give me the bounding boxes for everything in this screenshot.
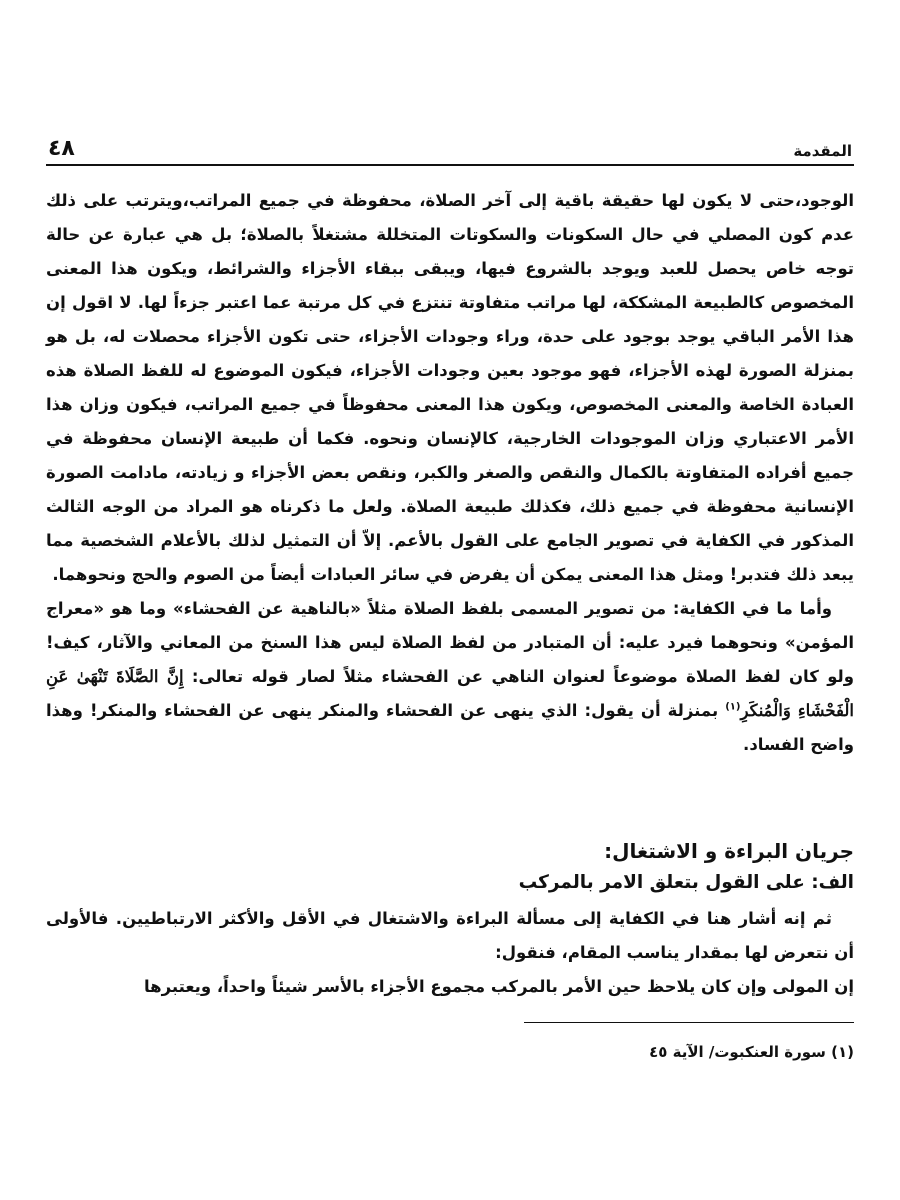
page-header <box>48 136 852 160</box>
section-subheading: الف: على القول بتعلق الامر بالمركب <box>518 872 854 893</box>
page-number: ٤٨ <box>48 136 75 161</box>
footnote-marker[interactable]: (١) <box>725 701 741 713</box>
footnote-rule <box>524 1022 854 1023</box>
paragraph-2-part-2: بمنزلة أن يقول: الذي ينهى عن الفحشاء والمنكر ينهى عن الفحشاء والمنكر! وهذا واضح الفساد. <box>46 701 854 754</box>
quran-verse: إِنَّ الصَّلَاةَ تَنْهَىٰ عَنِ الْفَحْشَاءِ وَالْمُنكَرِ <box>46 667 854 720</box>
section-text <box>46 902 854 1004</box>
paragraph-1: الوجود،حتى لا يكون لها حقيقة باقية إلى آخر الصلاة، محفوظة في جميع المراتب،ويترتب على ذلك عدم كون المصلي في حال السكونات والسكوتات المتخللة مشتغلاً بالصلاة؛ بل هي عبارة عن حالة توجه خاص يحصل للعبد ويوجد بالشروع فيها، ويبقى ببقاء الأجزاء والشرائط، ويكون هذا المعنى المخصوص كالطبيعة المشككة، لها مراتب متفاوتة تنتزع في كل مرتبة عما اعتبر جزءاً لها. لا اقول إن هذا الأمر الباقي يوجد بوجود على حدة، وراء وجودات الأجزاء، حتى تكون الأجزاء محصلات له، بل هو بمنزلة الصورة لهذه الأجزاء، فهو موجود بعين وجودات الأجزاء، فيكون الموضوع له للفظ الصلاة هذه العبادة الخاصة والمعنى المخصوص، ويكون هذا المعنى محفوظاً في جميع المراتب، فيكون وزان هذا الأمر الاعتباري وزان الموجودات الخارجية، كالإنسان ونحوه. فكما أن طبيعة الإنسان محفوظة في جميع أفراده المتفاوتة بالكمال والنقص والصغر والكبر، ونقص بعض الأجزاء و زيادته، مادامت الصورة الإنسانية محفوظة في جميع ذلك، فكذلك طبيعة الصلاة. ولعل ما ذكرناه هو المراد من الوجه الثالث المذكور في الكفاية في تصوير الجامع على القول بالأعم. إلاّ أن التمثيل لذلك بالأعلام الشخصية مما يبعد ذلك فتدبر! ومثل هذا المعنى يمكن أن يفرض في سائر العبادات أيضاً من الصوم والحج ونحوهما. <box>46 191 854 584</box>
section-heading: جريان البراءة و الاشتغال: <box>604 839 854 863</box>
main-text <box>46 184 854 762</box>
paragraph-2 <box>46 592 854 762</box>
paragraph-2-part-1: وأما ما في الكفاية: من تصوير المسمى بلفظ الصلاة مثلاً «بالناهية عن الفحشاء» وما هو «معراج المؤمن» ونحوهما فيرد عليه: أن المتبادر من لفظ الصلاة ليس هذا السنخ من المعاني والآثار، كيف! ولو كان لفظ الصلاة موضوعاً لعنوان الناهي عن الفحشاء مثلاً لصار قوله تعالى: <box>46 599 854 686</box>
footnote: (١) سورة العنكبوت/ الآية ٤٥ <box>649 1043 854 1061</box>
paragraph-3: ثم إنه أشار هنا في الكفاية إلى مسألة البراءة والاشتغال في الأقل والأكثر الارتباطيين. فالأولى أن نتعرض لها بمقدار يناسب المقام، فنقول: <box>46 909 854 962</box>
running-head: المقدمة <box>793 142 852 160</box>
paragraph-4: إن المولى وإن كان يلاحظ حين الأمر بالمركب مجموع الأجزاء بالأسر شيئاً واحداً، ويعتبرها <box>143 977 854 996</box>
header-rule <box>46 164 854 166</box>
